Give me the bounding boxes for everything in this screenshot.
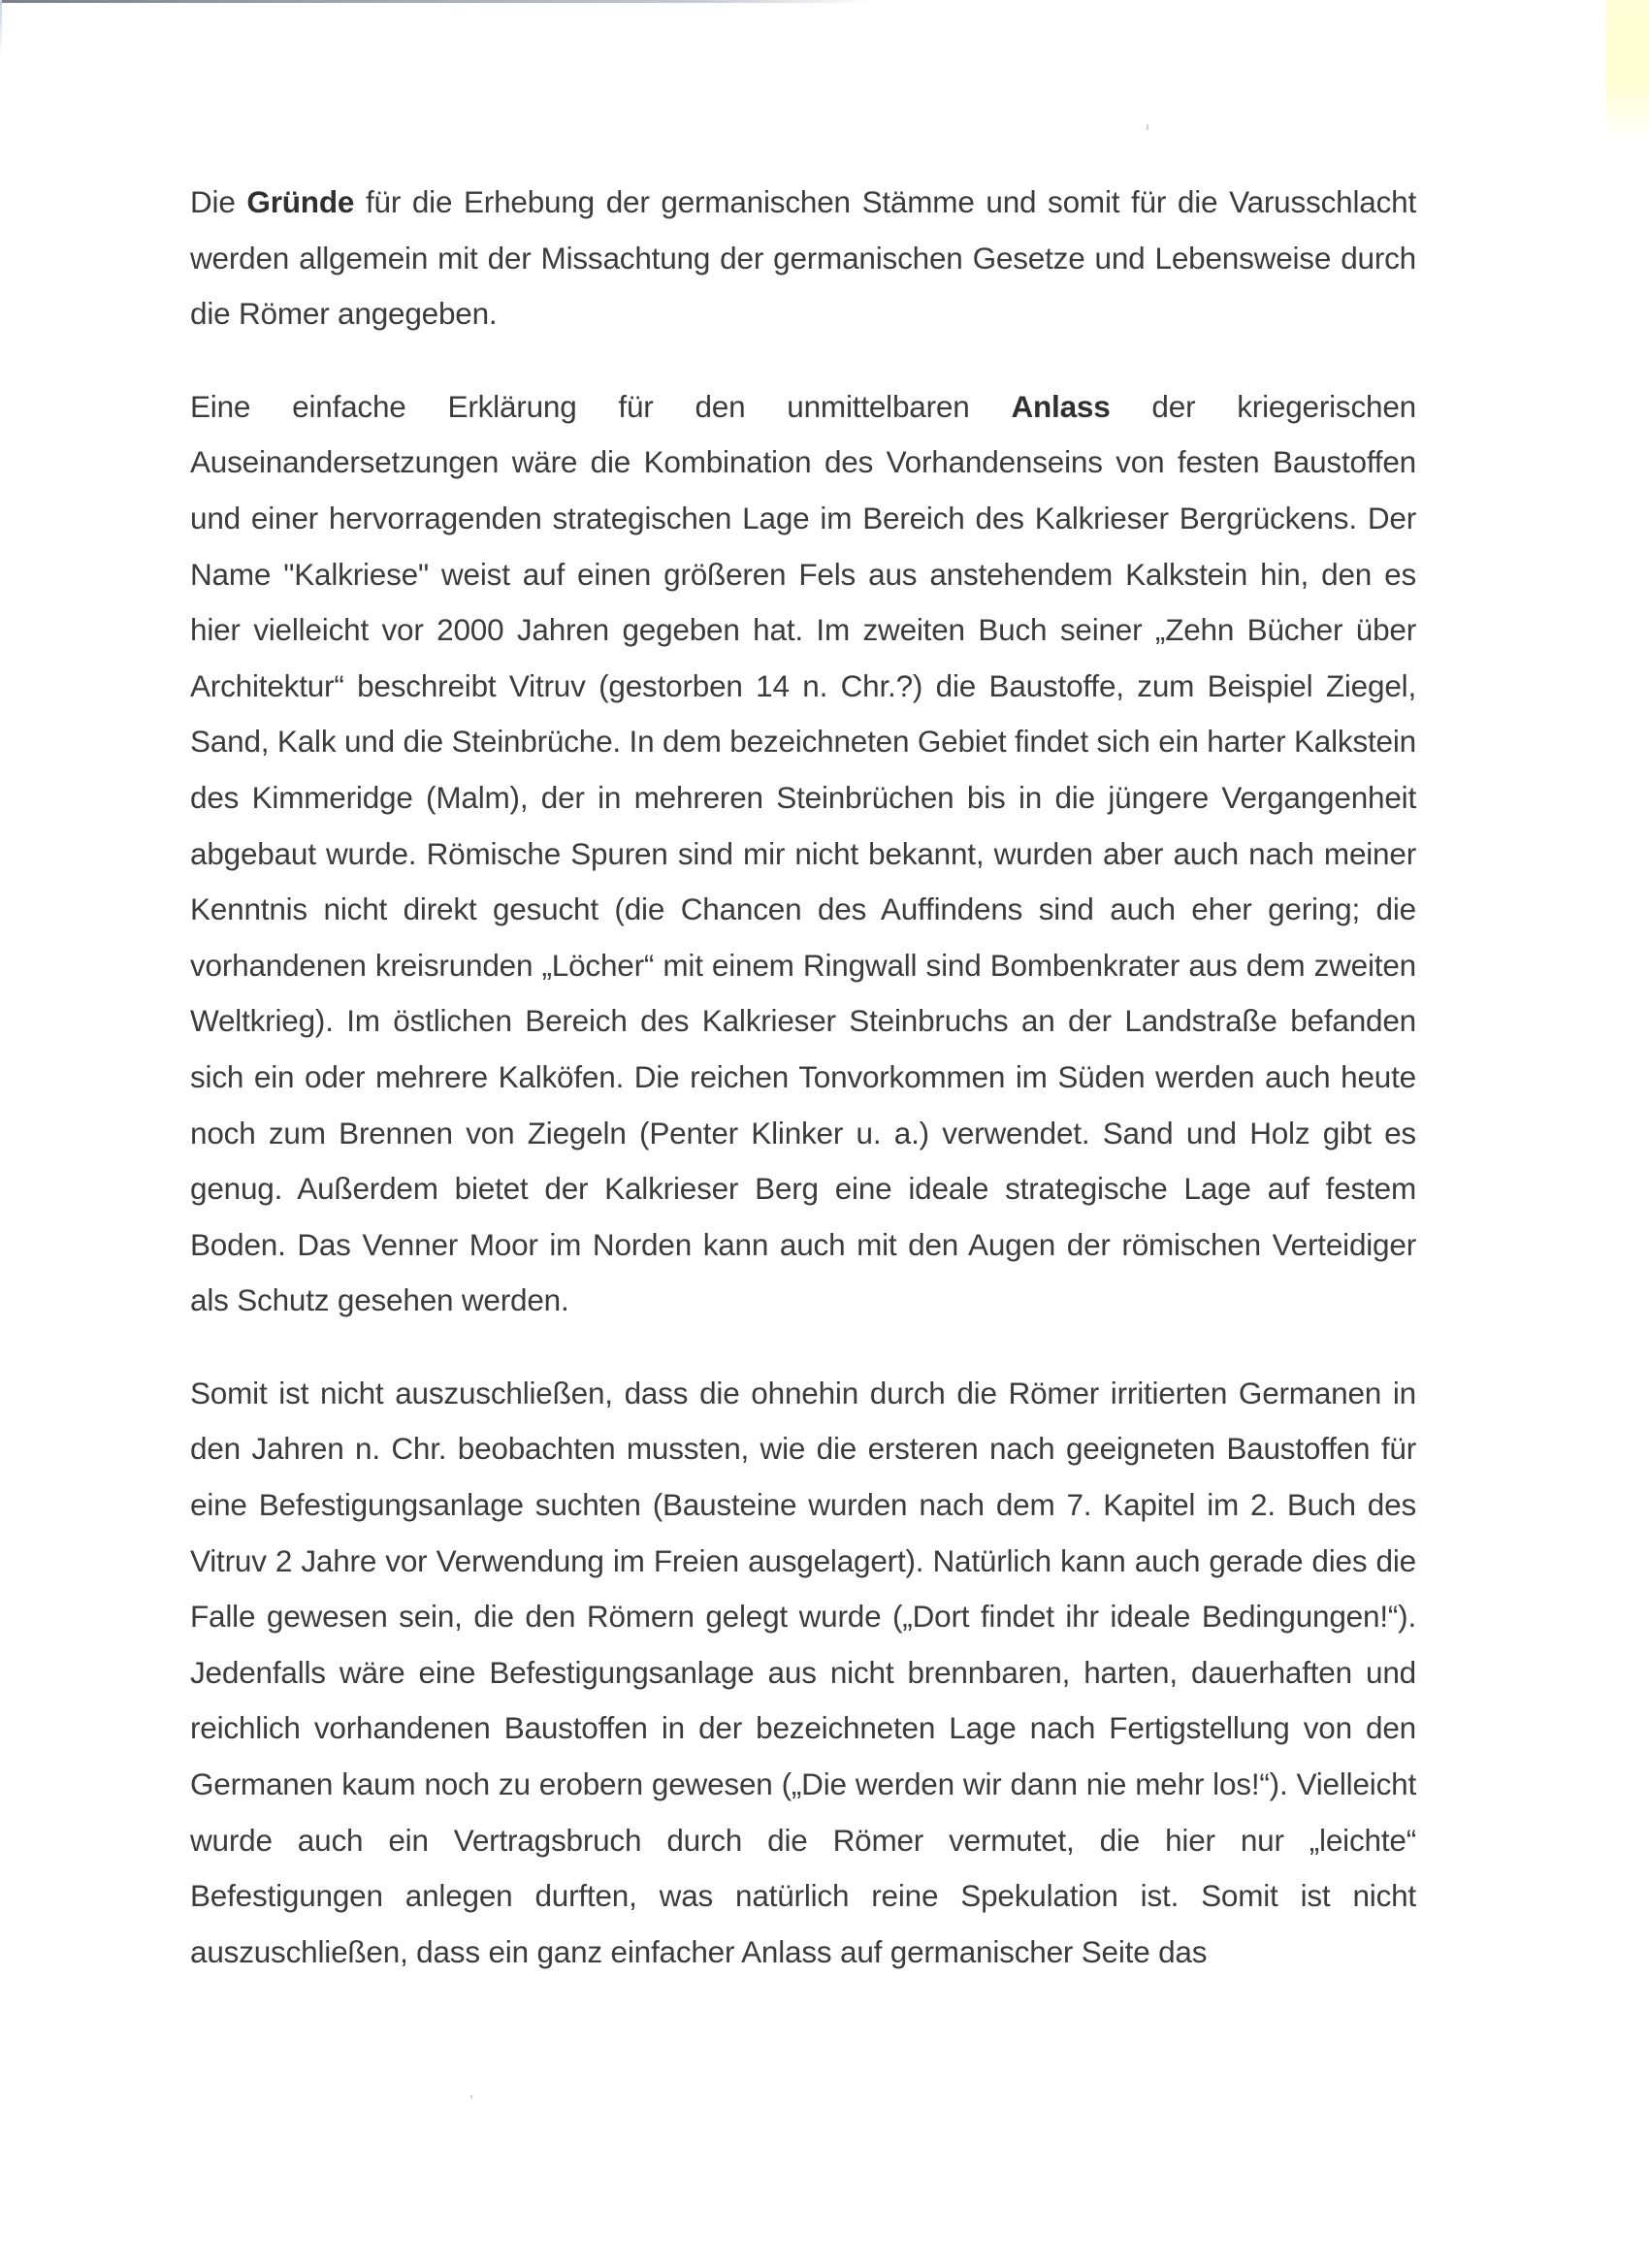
text-run: Somit ist nicht auszuschließen, dass die ohnehin durch die Römer irritierten Germanen in den Jahren n. Chr. beobachten mussten, wie die ersteren nach geeigneten Baustoffen für eine Befestigungsanlage suchten (Bausteine wurden nach dem 7. Kapitel im 2. Buch des Vitruv 2 Jahre vor Verwendung im Freien ausgelagert). Natürlich kann auch gerade dies die Falle gewesen sein, die den Römern gelegt wurde („Dort findet ihr ideale Bedingungen!“). Jedenfalls wäre eine Befestigungsanlage aus nicht brennbaren, harten, dauerhaften und reichlich vorhandenen Baustoffen in der bezeichneten Lage nach Fertigstellung von den Germanen kaum noch zu erobern gewesen („Die werden wir dann nie mehr los!“). Vielleicht wurde auch ein Vertragsbruch durch die Römer vermutet, die hier nur „leichte“ Befestigungen anlegen durften, was natürlich reine Spekulation ist. Somit ist nicht auszuschließen, dass ein ganz einfacher Anlass auf germanischer Seite das: [190, 1375, 1416, 1969]
scan-speck: [470, 2095, 472, 2098]
bold-term-anlass: Anlass: [1011, 388, 1111, 424]
scan-left-edge: [0, 0, 2, 58]
text-run: für die Erhebung der germanischen Stämme und somit für die Varusschlacht werden allgemein mit der Missachtung der germanischen Gesetze und Lebensweise durch die Römer angegeben.: [190, 184, 1416, 332]
paragraph-gruende: [190, 175, 1416, 342]
text-run: Eine einfache Erklärung für den unmittelbaren: [190, 388, 1012, 424]
scan-top-edge: [0, 0, 873, 3]
bold-term-gruende: Gründe: [246, 184, 355, 219]
document-page: [190, 175, 1416, 1980]
scan-speck: [1147, 124, 1148, 130]
yellow-sticky-tab: [1606, 0, 1649, 141]
text-run: Die: [190, 184, 247, 219]
text-run: der kriegerischen Auseinandersetzungen wäre die Kombination des Vorhandenseins von festen Baustoffen und einer hervorragenden strategischen Lage im Bereich des Kalkrieser Bergrückens. Der Name "Kalkriese" weist auf einen größeren Fels aus anstehendem Kalkstein hin, den es hier vielleicht vor 2000 Jahren gegeben hat. Im zweiten Buch seiner „Zehn Bücher über Architektur“ beschreibt Vitruv (gestorben 14 n. Chr.?) die Baustoffe, zum Beispiel Ziegel, Sand, Kalk und die Steinbrüche. In dem bezeichneten Gebiet findet sich ein harter Kalkstein des Kimmeridge (Malm), der in mehreren Steinbrüchen bis in die jüngere Vergangenheit abgebaut wurde. Römische Spuren sind mir nicht bekannt, wurden aber auch nach meiner Kenntnis nicht direkt gesucht (die Chancen des Auffindens sind auch eher gering; die vorhandenen kreisrunden „Löcher“ mit einem Ringwall sind Bombenkrater aus dem zweiten Weltkrieg). Im östlichen Bereich des Kalkrieser Steinbruchs an der Landstraße befanden sich ein oder mehrere Kalköfen. Die reichen Tonvorkommen im Süden werden auch heute noch zum Brennen von Ziegeln (Penter Klinker u. a.) verwendet. Sand und Holz gibt es genug. Außerdem bietet der Kalkrieser Berg eine ideale strategische Lage auf festem Boden. Das Venner Moor im Norden kann auch mit den Augen der römischen Verteidiger als Schutz gesehen werden.: [190, 388, 1416, 1318]
paragraph-anlass: [190, 379, 1416, 1329]
paragraph-somit: [190, 1366, 1416, 1981]
